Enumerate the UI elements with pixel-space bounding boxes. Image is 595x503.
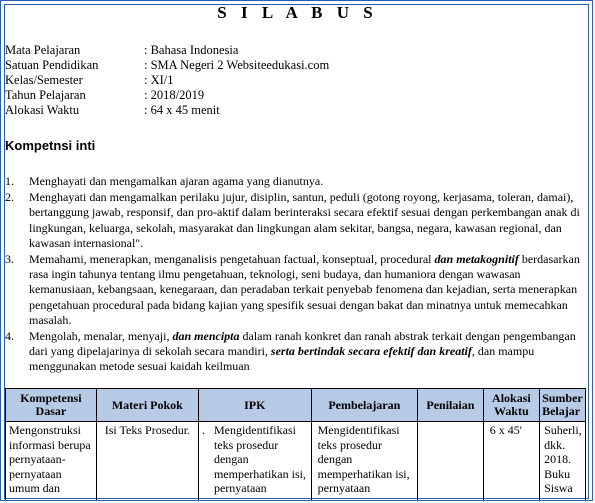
meta-row <box>5 73 329 88</box>
item-number: 4. <box>5 329 14 344</box>
emphasis-text: serta bertindak secara efektif dan kreatif <box>270 344 472 359</box>
section-heading: Kompetnsi inti <box>5 138 96 153</box>
bullet-marker: . <box>201 423 205 437</box>
meta-row <box>5 88 329 103</box>
header-sumber-belajar: Sumber Belajar <box>540 389 586 422</box>
header-ipk: IPK <box>198 389 311 422</box>
item-number: 3. <box>5 252 14 267</box>
meta-value: : XI/1 <box>144 73 174 87</box>
meta-value: : Bahasa Indonesia <box>144 43 239 57</box>
kompetensi-item <box>5 329 585 375</box>
text-segment: dalam ranah konkret dan ranah abstrak terkait dengan pengembangan dari yang dipelajarinya di sekolah secara mandiri, <box>29 329 576 359</box>
emphasis-text: dan metakognitif <box>434 252 519 267</box>
emphasis-text: dan mencipta <box>172 329 240 344</box>
meta-value: : SMA Negeri 2 Websiteedukasi.com <box>144 58 330 72</box>
meta-block <box>5 43 329 118</box>
header-materi-pokok: Materi Pokok <box>96 389 198 422</box>
meta-label: Tahun Pelajaran <box>5 88 86 102</box>
item-number: 1. <box>5 174 14 188</box>
meta-row <box>5 58 329 73</box>
cell-materi-pokok: Isi Teks Prosedur. <box>96 422 198 502</box>
table-row <box>6 422 586 502</box>
item-text: Menghayati dan mengamalkan perilaku jujur, disiplin, santun, peduli (gotong royong, kerjasama, toleran, damai), bertanggung jawab, responsif, dan pro-aktif dalam berinteraksi secara efektif sesuai dengan perkembangan anak di lingkungan, keluarga, sekolah, masyarakat dan lingkungan alam sekitar, bangsa, negara, kawasan regional, dan kawasan internasional". <box>29 190 580 250</box>
kompetensi-list <box>5 174 585 376</box>
meta-label: Kelas/Semester <box>5 73 83 87</box>
header-pembelajaran: Pembelajaran <box>311 389 417 422</box>
meta-row <box>5 103 329 118</box>
item-text <box>29 329 585 375</box>
item-number: 2. <box>5 190 14 205</box>
text-segment: , dan mampu menggunakan metode sesuai kaidah keilmuan <box>29 344 535 374</box>
ipk-text: Mengidentifikasi teks prosedur dengan memperhatikan isi, pernyataan <box>213 423 306 495</box>
meta-row <box>5 43 329 58</box>
cell-kompetensi-dasar: Mengonstruksi informasi berupa pernyataan-pernyataan umum dan <box>6 422 97 502</box>
header-penilaian: Penilaian <box>418 389 484 422</box>
kompetensi-item <box>5 252 585 328</box>
meta-label: Mata Pelajaran <box>5 43 81 57</box>
meta-label: Satuan Pendidikan <box>5 58 99 72</box>
cell-sumber-belajar: Suherli, dkk. 2018. Buku Siswa <box>540 422 586 502</box>
text-segment: Memahami, menerapkan, menganalisis pengetahuan factual, konseptual, procedural <box>29 252 435 267</box>
document-title: S I L A B U S <box>217 3 378 22</box>
item-text <box>29 252 585 328</box>
text-segment: Mengolah, menalar, menyaji, <box>29 329 173 344</box>
cell-penilaian <box>418 422 484 502</box>
meta-value: : 2018/2019 <box>144 88 205 102</box>
table-header-row <box>6 389 586 422</box>
meta-value: : 64 x 45 menit <box>144 103 220 117</box>
header-alokasi-waktu: Alokasi Waktu <box>483 389 539 422</box>
item-text: Menghayati dan mengamalkan ajaran agama yang dianutnya. <box>29 174 324 188</box>
cell-pembelajaran: Mengidentifikasi teks prosedur dengan memperhatikan isi, pernyataan <box>311 422 417 502</box>
silabus-table <box>5 388 586 501</box>
kompetensi-item <box>5 174 585 189</box>
cell-ipk <box>198 422 311 502</box>
text-segment: berdasarkan rasa ingin tahunya tentang ilmu pengetahuan, teknologi, seni budaya, dan humaniora dengan wawasan kemanusiaan, kebangsaan, kenegaraan, dan peradaban terkait penyebab fenomena dan kejadian, serta menerapkan pengetahuan procedural pada bidang kajian yang spesifik sesuai dengan bakat dan minatnya untuk memecahkan masalah. <box>29 252 580 327</box>
header-kompetensi-dasar: Kompetensi Dasar <box>6 389 97 422</box>
meta-label: Alokasi Waktu <box>5 103 80 117</box>
cell-alokasi-waktu: 6 x 45' <box>483 422 539 502</box>
kompetensi-item <box>5 190 585 251</box>
